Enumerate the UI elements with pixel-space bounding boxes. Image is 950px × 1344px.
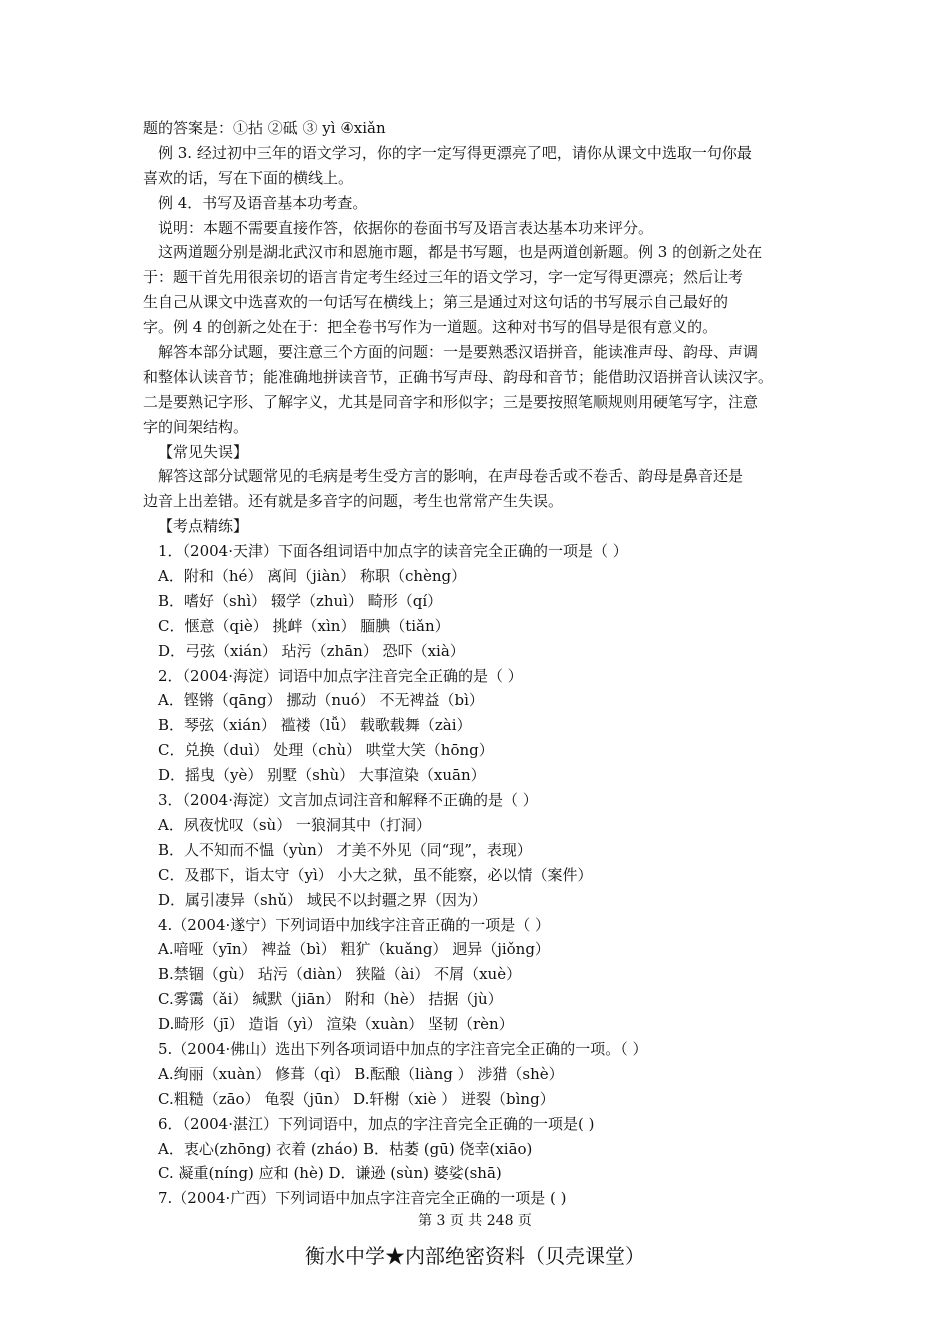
document-body	[143, 116, 815, 1211]
text-line: A．衷心(zhōng) 衣着 (zháo) B．枯萎 (gū) 侥幸(xiāo)	[158, 1139, 533, 1158]
text-line: 说明：本题不需要直接作答，依据你的卷面书写及语言表达基本功来评分。	[158, 218, 654, 237]
text-line: 字的间架结构。	[143, 417, 249, 436]
text-line: 题的答案是：①拈 ②砥 ③ yì ④xiǎn	[143, 119, 386, 137]
text-line: 生自己从课文中选喜欢的一句话写在横线上；第三是通过对这句话的书写展示自己最好的	[143, 293, 729, 312]
text-line: 和整体认读音节；能准确地拼读音节，正确书写声母、韵母和音节；能借助汉语拼音认读汉字。	[143, 367, 774, 386]
text-line: A．铿锵（qāng） 挪动（nuó） 不无裨益（bì）	[158, 691, 484, 710]
text-line: 4.（2004·遂宁）下列词语中加线字注音正确的一项是（ ）	[158, 915, 551, 934]
text-line: 解答本部分试题，要注意三个方面的问题：一是要熟悉汉语拼音，能读准声母、韵母、声调	[158, 343, 759, 362]
text-line: C．兑换（duì） 处理（chù） 哄堂大笑（hōng）	[158, 741, 494, 760]
text-line: 于：题干首先用很亲切的语言肯定考生经过三年的语文学习，字一定写得更漂亮；然后让考	[143, 268, 744, 287]
text-line: 字。例 4 的创新之处在于：把全卷书写作为一道题。这种对书写的倡导是很有意义的。	[143, 318, 718, 337]
text-line: D．摇曳（yè） 别墅（shù） 大事渲染（xuān）	[158, 766, 486, 785]
text-line: D．属引凄异（shǔ） 域民不以封疆之界（因为）	[158, 890, 487, 909]
text-line: 例 3. 经过初中三年的语文学习，你的字一定写得更漂亮了吧，请你从课文中选取一句你最	[158, 143, 752, 162]
text-line: 5.（2004·佛山）选出下列各项词语中加点的字注音完全正确的一项。（ ）	[158, 1039, 648, 1058]
text-line: 【常见失误】	[158, 442, 249, 461]
text-line: 2．（2004·海淀）词语中加点字注音完全正确的是（ ）	[158, 666, 523, 685]
text-line: 7.（2004·广西）下列词语中加点字注音完全正确的一项是 ( )	[158, 1189, 567, 1208]
text-line: 【考点精练】	[158, 517, 249, 536]
text-line: 喜欢的话，写在下面的横线上。	[143, 168, 354, 187]
footer-brand: 衡水中学★内部绝密资料（贝壳课堂）	[305, 1244, 645, 1268]
text-line: A．附和（hé） 离间（jiàn） 称职（chèng）	[158, 567, 467, 586]
text-line: C．惬意（qiè） 挑衅（xìn） 腼腆（tiǎn）	[158, 616, 450, 635]
text-line: D.畸形（jī） 造诣（yì） 渲染（xuàn） 坚韧（rèn）	[158, 1015, 514, 1034]
text-line: 1．（2004·天津）下面各组词语中加点字的读音完全正确的一项是（ ）	[158, 542, 628, 561]
text-line: A.绚丽（xuàn） 修葺（qì） B.酝酿（liàng ） 涉猎（shè）	[158, 1064, 564, 1083]
text-line: A.喑哑（yīn） 裨益（bì） 粗犷（kuǎng） 迥异（jiǒng）	[158, 940, 550, 959]
text-line: D．弓弦（xián） 玷污（zhān） 恐吓（xià）	[158, 641, 465, 660]
text-line: B.禁锢（gù） 玷污（diàn） 狭隘（ài） 不屑（xuè）	[158, 965, 522, 984]
page-number: 第 3 页 共 248 页	[418, 1213, 532, 1229]
text-line: B．人不知而不愠（yùn） 才美不外见（同“现”，表现）	[158, 840, 532, 859]
text-line: 这两道题分别是湖北武汉市和恩施市题，都是书写题，也是两道创新题。例 3 的创新之处在	[158, 243, 763, 262]
text-line: 6．（2004·湛江）下列词语中，加点的字注音完全正确的一项是( )	[158, 1114, 595, 1133]
text-line: 解答这部分试题常见的毛病是考生受方言的影响，在声母卷舌或不卷舌、韵母是鼻音还是	[158, 467, 744, 486]
text-line: C.粗糙（zāo） 龟裂（jūn） D.轩榭（xiè ） 迸裂（bìng）	[158, 1089, 555, 1108]
text-line: B．嗜好（shì） 辍学（zhuì） 畸形（qí）	[158, 591, 443, 610]
text-line: 边音上出差错。还有就是多音字的问题，考生也常常产生失误。	[143, 492, 564, 511]
text-line: 3．（2004·海淀）文言加点词注音和解释不正确的是（ ）	[158, 791, 538, 810]
text-line: 例 4．书写及语音基本功考查。	[158, 193, 368, 212]
text-line: 二是要熟记字形、了解字义，尤其是同音字和形似字；三是要按照笔顺规则用硬笔写字，注意	[143, 392, 759, 411]
text-line: C. 凝重(níng) 应和 (hè) D．谦逊 (sùn) 婆娑(shā)	[158, 1164, 502, 1183]
text-line: C．及郡下，诣太守（yì） 小大之狱，虽不能察，必以情（案件）	[158, 865, 593, 884]
text-line: C.雾霭（ǎi） 缄默（jiān） 附和（hè） 拮据（jù）	[158, 990, 503, 1009]
text-line: B．琴弦（xián） 褴褛（lǚ） 载歌载舞（zài）	[158, 716, 472, 735]
text-line: A．夙夜忧叹（sù） 一狼洞其中（打洞）	[158, 815, 431, 834]
